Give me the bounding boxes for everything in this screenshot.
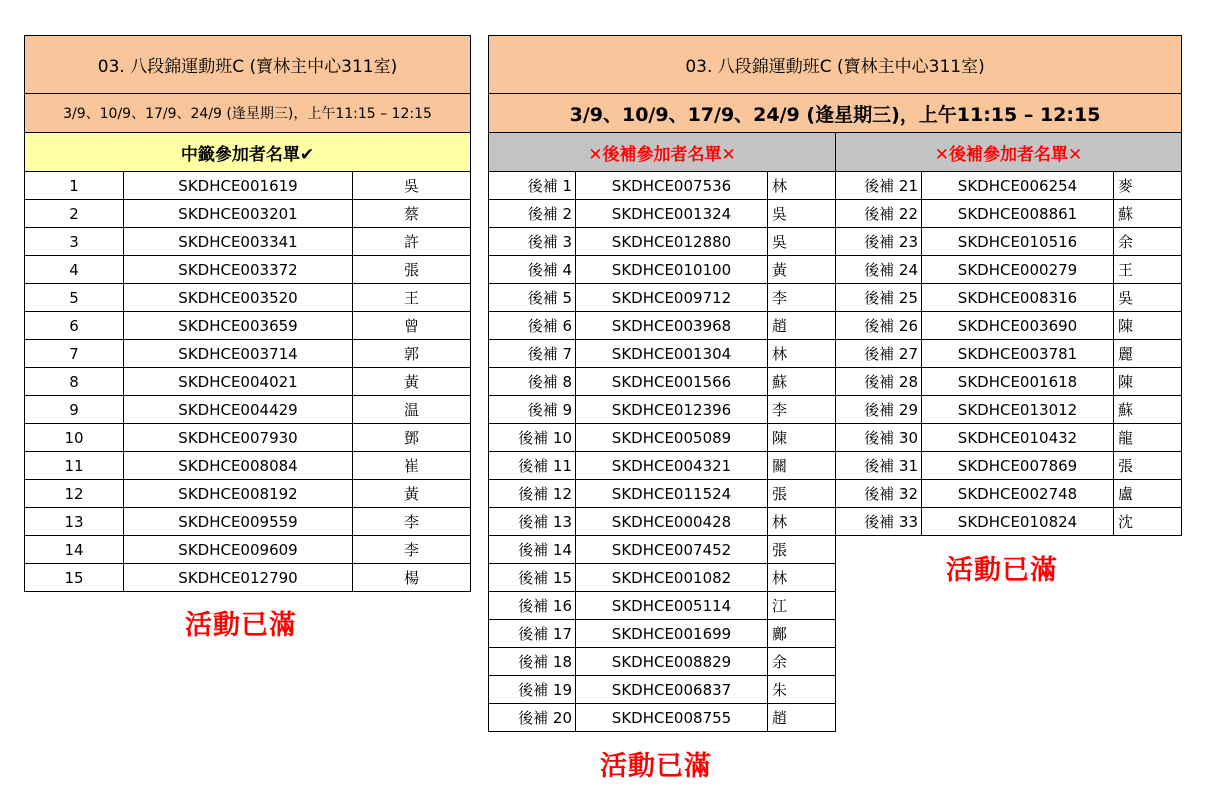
member-surname: 吳 [768, 200, 836, 228]
waitlist-number: 後補 13 [489, 508, 576, 536]
class-title: 03. 八段錦運動班C (寶林主中心311室) [25, 36, 471, 94]
selected-participants-table [24, 35, 471, 592]
member-surname: 張 [353, 256, 471, 284]
member-surname: 趙 [768, 312, 836, 340]
member-surname: 陳 [1114, 368, 1182, 396]
member-surname: 李 [768, 396, 836, 424]
member-surname: 李 [353, 508, 471, 536]
member-id: SKDHCE010824 [922, 508, 1114, 536]
table-row [25, 172, 471, 200]
waitlist-number: 後補 21 [836, 172, 922, 200]
waitlist-number: 後補 27 [836, 340, 922, 368]
member-surname: 余 [768, 648, 836, 676]
table-row [489, 620, 1182, 648]
waitlist-number: 後補 28 [836, 368, 922, 396]
waitlist-number: 後補 1 [489, 172, 576, 200]
member-surname: 蘇 [1114, 200, 1182, 228]
waitlist-number: 後補 11 [489, 452, 576, 480]
member-id: SKDHCE005089 [576, 424, 768, 452]
table-row [25, 452, 471, 480]
member-id: SKDHCE001566 [576, 368, 768, 396]
waitlist-number: 後補 19 [489, 676, 576, 704]
member-surname: 盧 [1114, 480, 1182, 508]
member-id: SKDHCE007452 [576, 536, 768, 564]
member-surname: 麗 [1114, 340, 1182, 368]
member-id: SKDHCE006837 [576, 676, 768, 704]
table-row [489, 704, 1182, 732]
member-id: SKDHCE009559 [124, 508, 353, 536]
row-number: 3 [25, 228, 124, 256]
member-surname: 江 [768, 592, 836, 620]
member-id: SKDHCE011524 [576, 480, 768, 508]
member-surname: 鄧 [353, 424, 471, 452]
waitlist-number: 後補 8 [489, 368, 576, 396]
waitlist-number: 後補 32 [836, 480, 922, 508]
table-row [489, 648, 1182, 676]
member-surname: 吳 [1114, 284, 1182, 312]
selected-list-title: 中籤參加者名單✔ [25, 133, 471, 172]
waitlist-number: 後補 18 [489, 648, 576, 676]
member-id: SKDHCE008861 [922, 200, 1114, 228]
member-surname: 林 [768, 340, 836, 368]
member-surname: 鄺 [768, 620, 836, 648]
member-surname: 陳 [768, 424, 836, 452]
member-id: SKDHCE009609 [124, 536, 353, 564]
waitlist-number: 後補 25 [836, 284, 922, 312]
table-row [25, 508, 471, 536]
table-row [489, 256, 1182, 284]
member-id: SKDHCE007536 [576, 172, 768, 200]
member-surname: 林 [768, 564, 836, 592]
waitlist-number: 後補 20 [489, 704, 576, 732]
table-row [489, 452, 1182, 480]
member-id: SKDHCE003372 [124, 256, 353, 284]
waitlist-number: 後補 30 [836, 424, 922, 452]
waitlist-number: 後補 29 [836, 396, 922, 424]
table-row [25, 284, 471, 312]
row-number: 11 [25, 452, 124, 480]
member-id: SKDHCE007869 [922, 452, 1114, 480]
table-row [25, 312, 471, 340]
row-number: 8 [25, 368, 124, 396]
waitlist-number: 後補 10 [489, 424, 576, 452]
member-id: SKDHCE013012 [922, 396, 1114, 424]
table-row [489, 396, 1182, 424]
member-id: SKDHCE008316 [922, 284, 1114, 312]
empty-cell [836, 592, 1182, 620]
member-id: SKDHCE003341 [124, 228, 353, 256]
member-surname: 黃 [768, 256, 836, 284]
waitlist-number: 後補 6 [489, 312, 576, 340]
member-surname: 温 [353, 396, 471, 424]
member-surname: 王 [353, 284, 471, 312]
member-surname: 黃 [353, 368, 471, 396]
table-row [489, 676, 1182, 704]
table-row [489, 312, 1182, 340]
waitlist-number: 後補 4 [489, 256, 576, 284]
waitlist-number: 後補 14 [489, 536, 576, 564]
member-id: SKDHCE008755 [576, 704, 768, 732]
member-id: SKDHCE004321 [576, 452, 768, 480]
waitlist-number: 後補 22 [836, 200, 922, 228]
table-row [25, 564, 471, 592]
member-id: SKDHCE001082 [576, 564, 768, 592]
table-row [25, 340, 471, 368]
table-row [489, 228, 1182, 256]
waitlist-table [488, 35, 1182, 732]
member-id: SKDHCE002748 [922, 480, 1114, 508]
member-surname: 曾 [353, 312, 471, 340]
row-number: 2 [25, 200, 124, 228]
member-id: SKDHCE001324 [576, 200, 768, 228]
row-number: 14 [25, 536, 124, 564]
table-row [25, 396, 471, 424]
member-id: SKDHCE003714 [124, 340, 353, 368]
member-id: SKDHCE012396 [576, 396, 768, 424]
row-number: 4 [25, 256, 124, 284]
member-surname: 楊 [353, 564, 471, 592]
member-surname: 蘇 [768, 368, 836, 396]
member-surname: 吳 [768, 228, 836, 256]
waitlist-number: 後補 16 [489, 592, 576, 620]
table-row [489, 284, 1182, 312]
empty-cell [836, 648, 1182, 676]
row-number: 6 [25, 312, 124, 340]
member-surname: 許 [353, 228, 471, 256]
activity-full-notice: 活動已滿 [185, 610, 297, 641]
class-schedule: 3/9、10/9、17/9、24/9 (逢星期三)，上午11:15 – 12:15 [489, 94, 1182, 133]
waitlist-number: 後補 5 [489, 284, 576, 312]
member-surname: 李 [768, 284, 836, 312]
member-id: SKDHCE001619 [124, 172, 353, 200]
member-id: SKDHCE012880 [576, 228, 768, 256]
table-row [489, 592, 1182, 620]
member-surname: 朱 [768, 676, 836, 704]
member-id: SKDHCE010100 [576, 256, 768, 284]
table-row [25, 256, 471, 284]
member-surname: 張 [1114, 452, 1182, 480]
member-surname: 沈 [1114, 508, 1182, 536]
member-surname: 蘇 [1114, 396, 1182, 424]
member-id: SKDHCE012790 [124, 564, 353, 592]
member-surname: 張 [768, 536, 836, 564]
row-number: 5 [25, 284, 124, 312]
waitlist-number: 後補 23 [836, 228, 922, 256]
table-row [25, 200, 471, 228]
waitlist-number: 後補 24 [836, 256, 922, 284]
waitlist-number: 後補 26 [836, 312, 922, 340]
activity-full-notice: 活動已滿 [946, 555, 1058, 586]
member-id: SKDHCE009712 [576, 284, 768, 312]
waitlist-number: 後補 3 [489, 228, 576, 256]
row-number: 15 [25, 564, 124, 592]
row-number: 13 [25, 508, 124, 536]
table-row [489, 340, 1182, 368]
waitlist-number: 後補 12 [489, 480, 576, 508]
member-surname: 黃 [353, 480, 471, 508]
row-number: 12 [25, 480, 124, 508]
waitlist-number: 後補 33 [836, 508, 922, 536]
member-id: SKDHCE005114 [576, 592, 768, 620]
member-surname: 王 [1114, 256, 1182, 284]
waitlist-number: 後補 9 [489, 396, 576, 424]
member-id: SKDHCE004021 [124, 368, 353, 396]
member-surname: 龍 [1114, 424, 1182, 452]
member-id: SKDHCE010516 [922, 228, 1114, 256]
member-id: SKDHCE008192 [124, 480, 353, 508]
member-id: SKDHCE001699 [576, 620, 768, 648]
table-row [25, 228, 471, 256]
waitlist-number: 後補 7 [489, 340, 576, 368]
waitlist-number: 後補 2 [489, 200, 576, 228]
member-id: SKDHCE000279 [922, 256, 1114, 284]
member-id: SKDHCE000428 [576, 508, 768, 536]
waitlist-number: 後補 31 [836, 452, 922, 480]
member-surname: 郭 [353, 340, 471, 368]
member-surname: 關 [768, 452, 836, 480]
empty-cell [836, 676, 1182, 704]
empty-cell [836, 620, 1182, 648]
member-surname: 李 [353, 536, 471, 564]
member-id: SKDHCE003968 [576, 312, 768, 340]
table-row [25, 536, 471, 564]
member-id: SKDHCE010432 [922, 424, 1114, 452]
member-id: SKDHCE001304 [576, 340, 768, 368]
member-id: SKDHCE003520 [124, 284, 353, 312]
activity-full-notice: 活動已滿 [600, 751, 712, 782]
row-number: 10 [25, 424, 124, 452]
table-row [25, 368, 471, 396]
member-id: SKDHCE008829 [576, 648, 768, 676]
table-row [489, 564, 1182, 592]
table-row [489, 172, 1182, 200]
member-surname: 陳 [1114, 312, 1182, 340]
member-id: SKDHCE004429 [124, 396, 353, 424]
row-number: 9 [25, 396, 124, 424]
member-id: SKDHCE008084 [124, 452, 353, 480]
table-row [489, 508, 1182, 536]
class-title: 03. 八段錦運動班C (寶林主中心311室) [489, 36, 1182, 94]
table-row [489, 480, 1182, 508]
table-row [489, 368, 1182, 396]
member-id: SKDHCE001618 [922, 368, 1114, 396]
row-number: 7 [25, 340, 124, 368]
member-id: SKDHCE003659 [124, 312, 353, 340]
member-id: SKDHCE006254 [922, 172, 1114, 200]
member-surname: 崔 [353, 452, 471, 480]
member-id: SKDHCE003690 [922, 312, 1114, 340]
member-id: SKDHCE007930 [124, 424, 353, 452]
member-surname: 吳 [353, 172, 471, 200]
waitlist-title: ✕後補參加者名單✕ [836, 133, 1182, 172]
member-surname: 蔡 [353, 200, 471, 228]
member-surname: 林 [768, 508, 836, 536]
table-row [489, 536, 1182, 564]
table-row [489, 200, 1182, 228]
table-row [25, 480, 471, 508]
waitlist-number: 後補 17 [489, 620, 576, 648]
table-row [25, 424, 471, 452]
empty-cell [836, 704, 1182, 732]
waitlist-number: 後補 15 [489, 564, 576, 592]
member-surname: 張 [768, 480, 836, 508]
member-surname: 余 [1114, 228, 1182, 256]
row-number: 1 [25, 172, 124, 200]
waitlist-title: ✕後補參加者名單✕ [489, 133, 836, 172]
member-surname: 林 [768, 172, 836, 200]
member-surname: 麥 [1114, 172, 1182, 200]
table-row [489, 424, 1182, 452]
member-surname: 趙 [768, 704, 836, 732]
class-schedule: 3/9、10/9、17/9、24/9 (逢星期三)，上午11:15 – 12:15 [25, 94, 471, 133]
member-id: SKDHCE003201 [124, 200, 353, 228]
member-id: SKDHCE003781 [922, 340, 1114, 368]
